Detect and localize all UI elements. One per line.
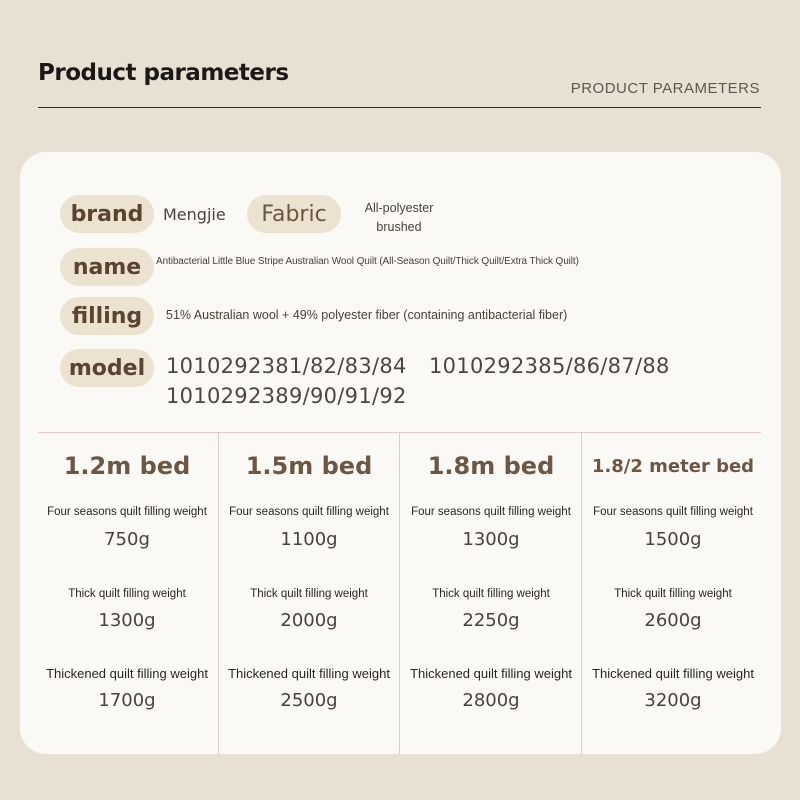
thick-label: Thick quilt filling weight	[250, 588, 368, 600]
thickened-label: Thickened quilt filling weight	[410, 666, 572, 681]
size-column-1-5m	[218, 432, 400, 754]
thickened-value: 2800g	[462, 690, 520, 711]
name-value: Antibacterial Little Blue Stripe Australian Wool Quilt (All-Season Quilt/Thick Quilt/Extra Thick Quilt)	[156, 256, 579, 267]
filling-label-pill	[60, 297, 154, 335]
thickened-value: 1700g	[98, 690, 156, 711]
brand-value: Mengjie	[163, 205, 226, 224]
thick-label: Thick quilt filling weight	[432, 588, 550, 600]
name-label: name	[72, 254, 142, 280]
fabric-value-line1: All-polyester	[364, 201, 434, 215]
four-seasons-value: 1500g	[644, 529, 702, 550]
four-seasons-value: 750g	[104, 529, 150, 550]
page-title: Product parameters	[38, 60, 289, 86]
thickened-label: Thickened quilt filling weight	[592, 666, 754, 681]
model-label-pill	[60, 349, 154, 387]
parameters-card	[20, 152, 781, 754]
fabric-label-pill	[247, 195, 341, 233]
thickened-value: 2500g	[280, 690, 338, 711]
brand-label-pill	[60, 195, 154, 233]
model-value-3: 1010292389/90/91/92	[166, 384, 407, 408]
four-seasons-value: 1100g	[280, 529, 338, 550]
fabric-value-line2: brushed	[376, 220, 422, 234]
thick-value: 2000g	[280, 610, 338, 631]
four-seasons-value: 1300g	[462, 529, 520, 550]
four-seasons-label: Four seasons quilt filling weight	[229, 506, 389, 518]
thick-label: Thick quilt filling weight	[614, 588, 732, 600]
size-title: 1.8m bed	[427, 452, 555, 480]
thickened-value: 3200g	[644, 690, 702, 711]
fabric-value	[355, 199, 443, 237]
thickened-label: Thickened quilt filling weight	[228, 666, 390, 681]
size-title: 1.8/2 meter bed	[591, 456, 755, 477]
page-subtitle: PRODUCT PARAMETERS	[570, 80, 760, 97]
four-seasons-label: Four seasons quilt filling weight	[593, 506, 753, 518]
thick-label: Thick quilt filling weight	[68, 588, 186, 600]
size-title: 1.5m bed	[245, 452, 373, 480]
thick-value: 1300g	[98, 610, 156, 631]
size-column-1-8-2m	[582, 432, 764, 754]
size-column-1-8m	[400, 432, 582, 754]
size-column-1-2m	[36, 432, 218, 754]
four-seasons-label: Four seasons quilt filling weight	[47, 506, 207, 518]
brand-label: brand	[70, 201, 144, 227]
fabric-label: Fabric	[261, 201, 327, 227]
thick-value: 2600g	[644, 610, 702, 631]
filling-label: filling	[71, 303, 143, 329]
size-title: 1.2m bed	[63, 452, 191, 480]
header-divider	[38, 107, 761, 108]
model-label: model	[68, 355, 146, 381]
model-value-2: 1010292385/86/87/88	[429, 354, 670, 378]
name-label-pill	[60, 248, 154, 286]
model-value-1: 1010292381/82/83/84	[166, 354, 407, 378]
thickened-label: Thickened quilt filling weight	[46, 666, 208, 681]
four-seasons-label: Four seasons quilt filling weight	[411, 506, 571, 518]
filling-value: 51% Australian wool + 49% polyester fiber (containing antibacterial fiber)	[166, 308, 568, 322]
thick-value: 2250g	[462, 610, 520, 631]
